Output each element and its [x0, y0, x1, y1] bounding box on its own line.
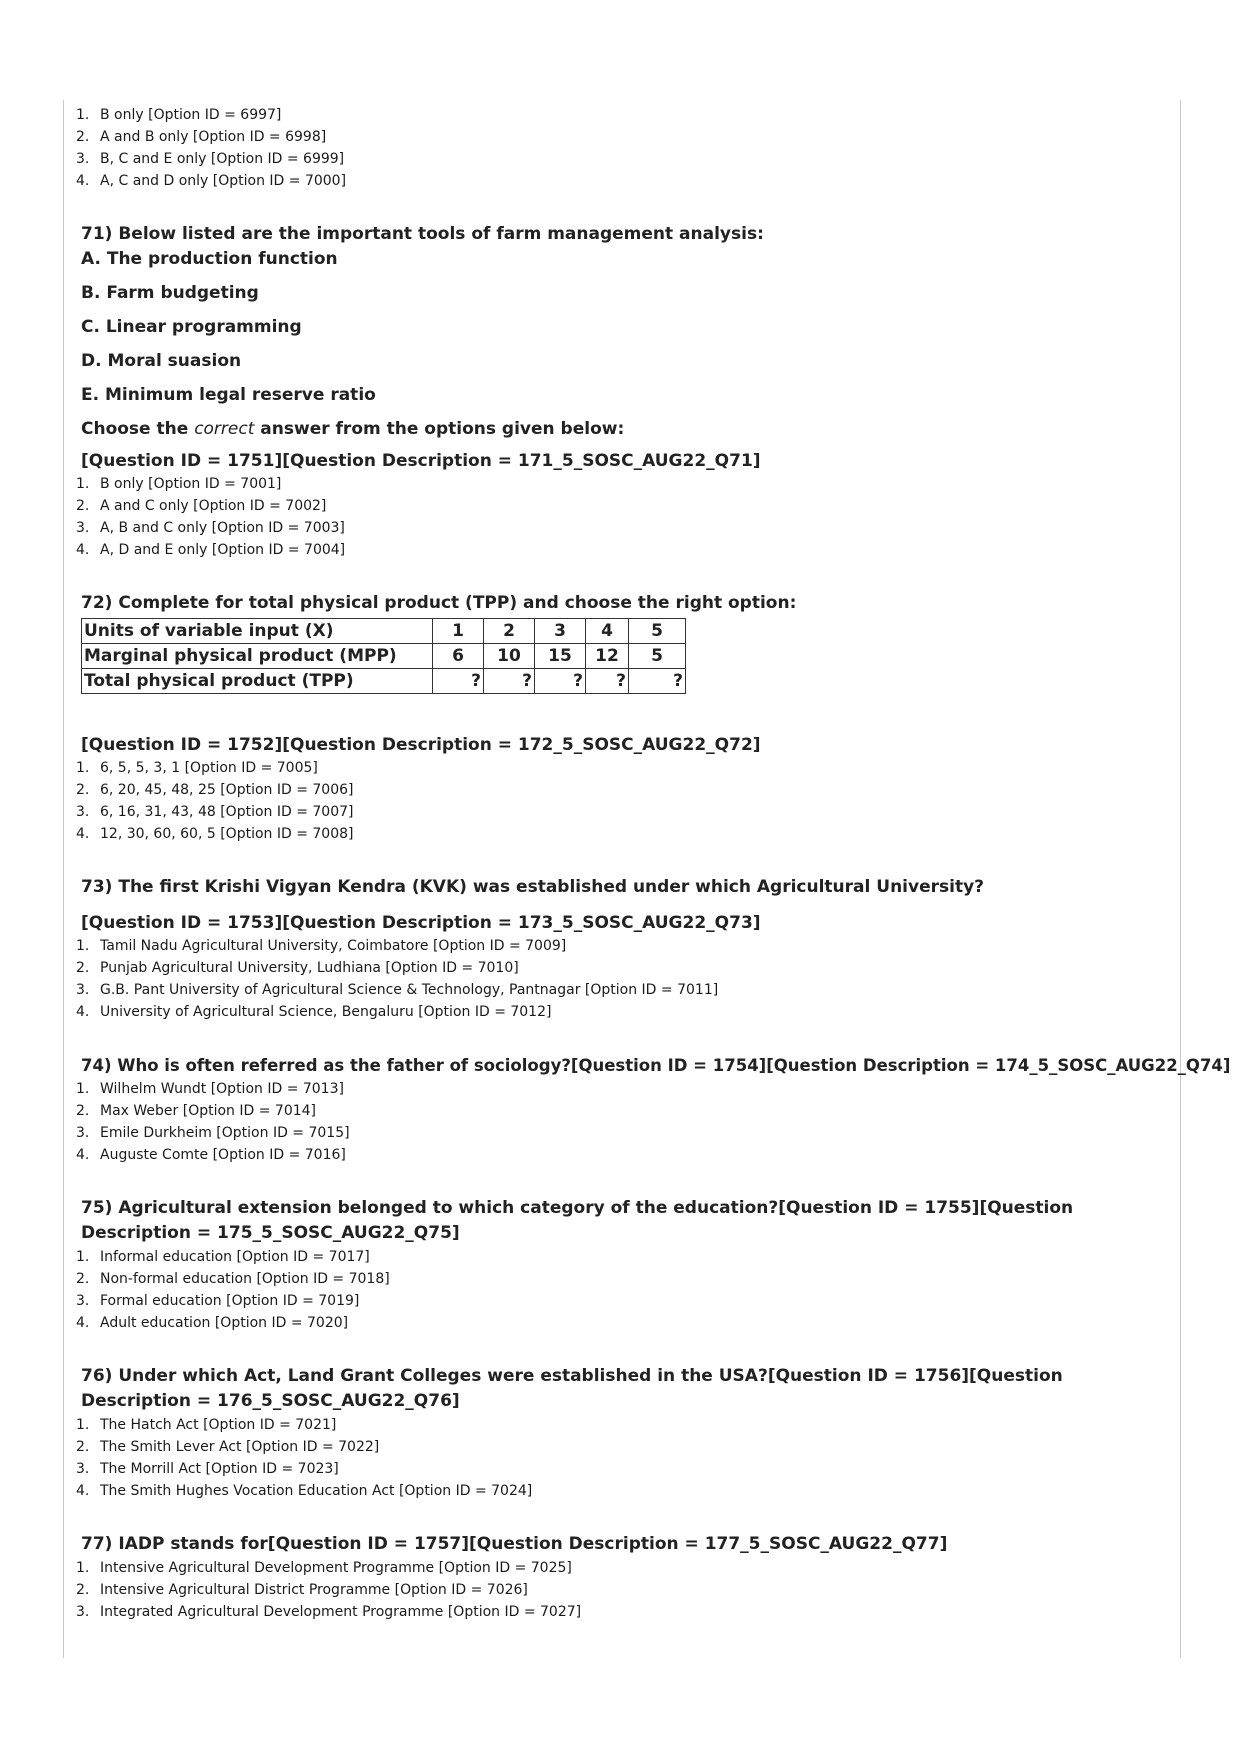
table-cell: ? [484, 669, 535, 694]
question-75 [76, 1196, 1176, 1334]
table-cell: 12 [586, 644, 629, 669]
option-item [76, 979, 1176, 1001]
question-id-line: [Question ID = 1751][Question Description = 171_5_SOSC_AUG22_Q71] [81, 451, 761, 471]
option-text: 6, 5, 5, 3, 1 [Option ID = 7005] [100, 760, 318, 776]
q76-options [76, 1414, 1176, 1502]
option-text: Adult education [Option ID = 7020] [100, 1315, 349, 1331]
table-cell: 5 [629, 619, 686, 644]
row-label: Total physical product (TPP) [82, 669, 433, 694]
option-text: Max Weber [Option ID = 7014] [100, 1103, 317, 1119]
option-item [76, 1601, 1176, 1623]
option-number: 3. [76, 1293, 90, 1309]
question-paper [76, 104, 1231, 1623]
question-74 [76, 1053, 1231, 1166]
option-text: 12, 30, 60, 60, 5 [Option ID = 7008] [100, 826, 354, 842]
table-cell: 6 [433, 644, 484, 669]
option-item [76, 1414, 1176, 1436]
question-72 [76, 591, 1176, 845]
option-number: 3. [76, 804, 90, 820]
tpp-table [81, 618, 686, 694]
choose-suffix: answer from the options given below: [254, 419, 625, 439]
question-id-line: [Question ID = 1752][Question Description = 172_5_SOSC_AUG22_Q72] [81, 735, 761, 755]
option-item [76, 1480, 1176, 1502]
option-number: 1. [76, 760, 90, 776]
option-number: 2. [76, 1103, 90, 1119]
option-text: Intensive Agricultural District Programme [Option ID = 7026] [100, 1582, 528, 1598]
option-number: 3. [76, 1604, 90, 1620]
option-item [76, 517, 1176, 539]
table-cell: 2 [484, 619, 535, 644]
option-text: Wilhelm Wundt [Option ID = 7013] [100, 1081, 344, 1097]
option-item [76, 539, 1176, 561]
option-item [76, 823, 1176, 845]
q74-options [76, 1078, 1176, 1166]
option-item [76, 1458, 1176, 1480]
option-item [76, 1246, 1176, 1268]
q72-options [76, 757, 1176, 845]
option-number: 1. [76, 476, 90, 492]
option-item [76, 1557, 1176, 1579]
table-cell: ? [586, 669, 629, 694]
option-number: 3. [76, 520, 90, 536]
table-cell: 1 [433, 619, 484, 644]
question-77 [76, 1532, 1176, 1623]
option-text: 6, 16, 31, 43, 48 [Option ID = 7007] [100, 804, 354, 820]
statement-c: C. Linear programming [81, 317, 302, 337]
option-item [76, 1436, 1176, 1458]
option-text: A and B only [Option ID = 6998] [100, 129, 327, 145]
option-text: 6, 20, 45, 48, 25 [Option ID = 7006] [100, 782, 354, 798]
option-item [76, 473, 1176, 495]
question-76 [76, 1364, 1176, 1502]
q73-options [76, 935, 1176, 1023]
table-row [82, 619, 686, 644]
statement-b: B. Farm budgeting [81, 283, 259, 303]
q71-options [76, 473, 1176, 561]
option-number: 3. [76, 982, 90, 998]
statement-d: D. Moral suasion [81, 351, 242, 371]
option-item [76, 1078, 1176, 1100]
choose-instruction [81, 417, 1176, 442]
option-text: A, B and C only [Option ID = 7003] [100, 520, 345, 536]
table-cell: 5 [629, 644, 686, 669]
option-text: The Hatch Act [Option ID = 7021] [100, 1417, 337, 1433]
option-number: 4. [76, 1004, 90, 1020]
option-text: The Smith Hughes Vocation Education Act [Option ID = 7024] [100, 1483, 533, 1499]
option-item [76, 1001, 1176, 1023]
option-number: 4. [76, 1483, 90, 1499]
option-number: 4. [76, 1147, 90, 1163]
option-item [76, 495, 1176, 517]
question-73 [76, 875, 1176, 1023]
option-number: 1. [76, 1560, 90, 1576]
option-item [76, 1290, 1176, 1312]
option-item [76, 1268, 1176, 1290]
option-number: 4. [76, 826, 90, 842]
statement-e: E. Minimum legal reserve ratio [81, 385, 376, 405]
option-number: 4. [76, 173, 90, 189]
question-text: 73) The first Krishi Vigyan Kendra (KVK) was established under which Agricultural University? [81, 877, 985, 897]
option-item [76, 1122, 1176, 1144]
question-text: 76) Under which Act, Land Grant Colleges were established in the USA?[Question ID = 1756][Question Description = 176_5_SOSC_AUG22_Q76] [81, 1366, 1063, 1411]
option-text: Non-formal education [Option ID = 7018] [100, 1271, 390, 1287]
option-number: 2. [76, 129, 90, 145]
option-number: 3. [76, 1461, 90, 1477]
option-item [76, 1312, 1176, 1334]
option-text: A, C and D only [Option ID = 7000] [100, 173, 347, 189]
option-number: 3. [76, 151, 90, 167]
option-item [76, 1579, 1176, 1601]
option-text: The Morrill Act [Option ID = 7023] [100, 1461, 339, 1477]
option-number: 2. [76, 960, 90, 976]
choose-emphasis: correct [194, 419, 255, 439]
question-text: 75) Agricultural extension belonged to which category of the education?[Question ID = 1755][Question Description = 175_5_SOSC_AUG22_Q75] [81, 1198, 1074, 1243]
q77-options [76, 1557, 1176, 1623]
question-text: 74) Who is often referred as the father of sociology?[Question ID = 1754][Question Description = 174_5_SOSC_AUG22_Q74] [81, 1056, 1231, 1075]
option-text: Informal education [Option ID = 7017] [100, 1249, 370, 1265]
option-number: 1. [76, 938, 90, 954]
option-number: 4. [76, 1315, 90, 1331]
q75-options [76, 1246, 1176, 1334]
option-item [76, 757, 1176, 779]
option-number: 1. [76, 1417, 90, 1433]
option-text: B, C and E only [Option ID = 6999] [100, 151, 345, 167]
option-item [76, 1100, 1176, 1122]
option-text: G.B. Pant University of Agricultural Science & Technology, Pantnagar [Option ID = 7011] [100, 982, 719, 998]
table-cell: 15 [535, 644, 586, 669]
option-text: Tamil Nadu Agricultural University, Coimbatore [Option ID = 7009] [100, 938, 567, 954]
option-item [76, 170, 1176, 192]
statement-a: A. The production function [81, 249, 338, 269]
option-number: 4. [76, 542, 90, 558]
option-text: A and C only [Option ID = 7002] [100, 498, 327, 514]
option-item [76, 935, 1176, 957]
option-text: A, D and E only [Option ID = 7004] [100, 542, 346, 558]
option-item [76, 148, 1176, 170]
option-text: The Smith Lever Act [Option ID = 7022] [100, 1439, 380, 1455]
row-label: Marginal physical product (MPP) [82, 644, 433, 669]
option-text: B only [Option ID = 6997] [100, 107, 282, 123]
table-cell: 4 [586, 619, 629, 644]
table-cell: ? [629, 669, 686, 694]
option-number: 1. [76, 1249, 90, 1265]
option-number: 2. [76, 498, 90, 514]
question-71 [76, 222, 1176, 561]
row-label: Units of variable input (X) [82, 619, 433, 644]
option-number: 2. [76, 1271, 90, 1287]
question-id-line: [Question ID = 1753][Question Description = 173_5_SOSC_AUG22_Q73] [81, 913, 761, 933]
option-text: Formal education [Option ID = 7019] [100, 1293, 360, 1309]
option-text: Punjab Agricultural University, Ludhiana [Option ID = 7010] [100, 960, 519, 976]
option-text: B only [Option ID = 7001] [100, 476, 282, 492]
question-text: 72) Complete for total physical product (TPP) and choose the right option: [81, 593, 797, 613]
option-item [76, 801, 1176, 823]
option-number: 2. [76, 1582, 90, 1598]
option-number: 2. [76, 782, 90, 798]
table-cell: 10 [484, 644, 535, 669]
choose-prefix: Choose the [81, 419, 195, 439]
option-text: Integrated Agricultural Development Programme [Option ID = 7027] [100, 1604, 582, 1620]
question-text: 77) IADP stands for[Question ID = 1757][Question Description = 177_5_SOSC_AUG22_Q77] [81, 1534, 948, 1554]
option-text: Intensive Agricultural Development Programme [Option ID = 7025] [100, 1560, 572, 1576]
option-item [76, 957, 1176, 979]
question-text: 71) Below listed are the important tools of farm management analysis: [81, 224, 764, 244]
option-number: 3. [76, 1125, 90, 1141]
table-cell: 3 [535, 619, 586, 644]
table-row [82, 644, 686, 669]
option-number: 1. [76, 1081, 90, 1097]
option-number: 2. [76, 1439, 90, 1455]
option-text: Emile Durkheim [Option ID = 7015] [100, 1125, 350, 1141]
table-row [82, 669, 686, 694]
option-item [76, 779, 1176, 801]
option-number: 1. [76, 107, 90, 123]
option-text: University of Agricultural Science, Bengaluru [Option ID = 7012] [100, 1004, 552, 1020]
option-text: Auguste Comte [Option ID = 7016] [100, 1147, 346, 1163]
q70-options [76, 104, 1176, 192]
table-cell: ? [433, 669, 484, 694]
option-item [76, 1144, 1176, 1166]
option-item [76, 126, 1176, 148]
table-cell: ? [535, 669, 586, 694]
option-item [76, 104, 1176, 126]
